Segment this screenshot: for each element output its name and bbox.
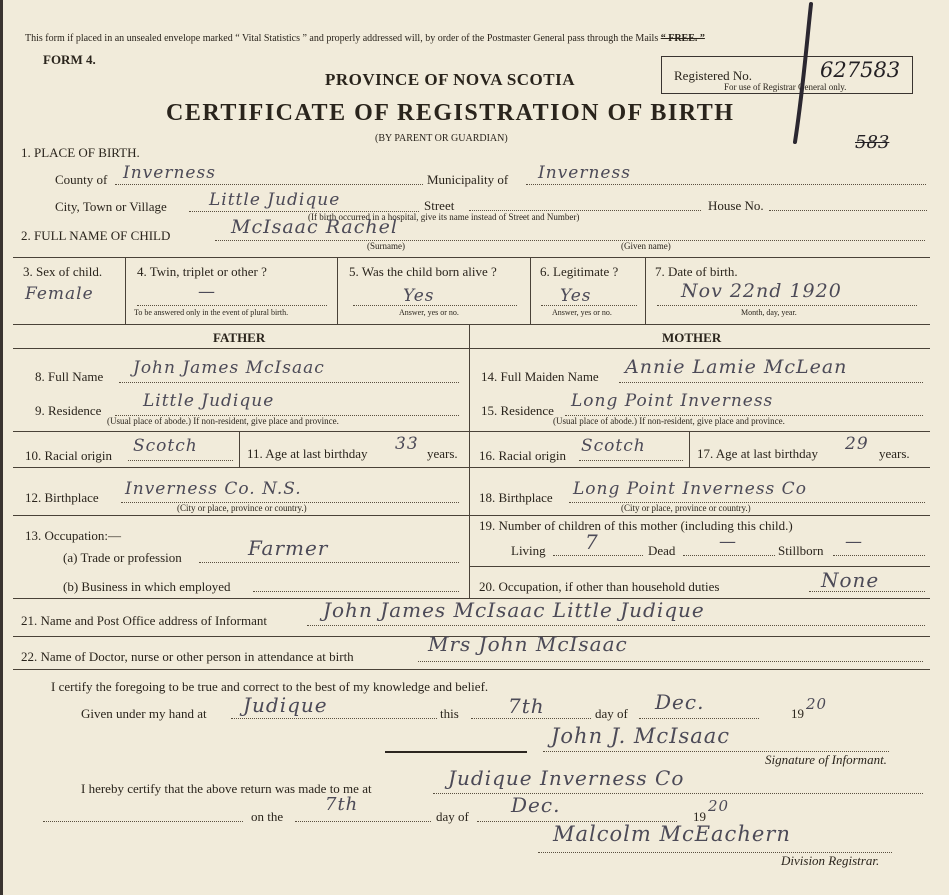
informant-value: John James McIsaac Little Judique [323,598,705,622]
province-title: PROVINCE OF NOVA SCOTIA [325,70,576,89]
living-label: Living [511,543,546,558]
certificate-subtitle: (BY PARENT OR GUARDIAN) [375,133,508,144]
sex-value: Female [25,284,94,304]
mother-name-value: Annie Lamie McLean [625,356,848,378]
dead-value: — [719,532,737,552]
certificate-title: CERTIFICATE OF REGISTRATION OF BIRTH [166,100,735,126]
father-birthplace-note: (City or place, province or country.) [177,503,307,513]
certify-statement: I certify the foregoing to be true and correct to the best of my knowledge and belief. [51,679,489,694]
given-place: Judique [243,693,328,717]
father-birthplace-label: 12. Birthplace [25,490,99,505]
father-age-unit: years. [427,446,458,461]
father-business-label: (b) Business in which employed [63,579,231,594]
father-racial-value: Scotch [133,436,198,456]
registered-label: Registered No. [674,68,752,83]
postal-notice: This form if placed in an unsealed envelope marked “ Vital Statistics ” and properly addressed will, by order of the Postmaster General pass through the Mails “ FREE. ” [25,33,705,44]
municipality-label: Municipality of [427,172,509,187]
informant-signature: John J. McIsaac [551,724,731,748]
on-the-label: on the [251,809,284,824]
father-trade-label: (a) Trade or profession [63,550,182,565]
mother-occupation-label: 20. Occupation, if other than household duties [479,579,720,594]
registrar-month-value: Dec. [511,793,561,817]
twin-note: To be answered only in the event of plural birth. [134,308,289,317]
registrar-statement: I hereby certify that the above return was made to me at [81,781,372,796]
father-trade-value: Farmer [248,536,329,560]
this-label: this [440,706,459,721]
mother-occupation-value: None [821,568,880,592]
pen-stroke [783,0,823,150]
alive-label: 5. Was the child born alive ? [349,264,497,279]
mother-racial-label: 16. Racial origin [479,448,567,463]
year-value: 20 [806,695,828,713]
form-number: FORM 4. [43,52,96,67]
twin-value: — [198,282,216,302]
legitimate-label: 6. Legitimate ? [540,264,619,279]
mother-age-label: 17. Age at last birthday [697,446,818,461]
alive-value: Yes [403,286,435,306]
given-label: Given under my hand at [81,706,207,721]
mother-residence-value: Long Point Inverness [571,391,774,411]
father-age-value: 33 [395,434,419,454]
house-number-label: House No. [708,198,764,213]
registrar-day-value: 7th [325,794,359,815]
father-age-label: 11. Age at last birthday [247,446,368,461]
mother-children-label: 19. Number of children of this mother (including this child.) [479,518,793,533]
date-value: Nov 22nd 1920 [681,280,842,302]
date-label: 7. Date of birth. [655,264,738,279]
stillborn-label: Stillborn [778,543,824,558]
living-value: 7 [585,530,599,554]
father-racial-label: 10. Racial origin [25,448,113,463]
registrar-caption: Division Registrar. [781,853,880,868]
corner-number: 583 [855,132,890,153]
month-value: Dec. [655,690,705,714]
registrar-day-of-label: day of [436,809,469,824]
mother-name-label: 14. Full Maiden Name [481,369,599,384]
date-note: Month, day, year. [741,308,797,317]
legitimate-value: Yes [560,286,592,306]
sex-label: 3. Sex of child. [23,264,103,279]
father-residence-label: 9. Residence [35,403,102,418]
mother-heading: MOTHER [662,330,722,345]
doctor-value: Mrs John McIsaac [428,632,628,656]
alive-note: Answer, yes or no. [399,308,459,317]
mother-racial-value: Scotch [581,436,646,456]
legitimate-note: Answer, yes or no. [552,308,612,317]
mother-birthplace-note: (City or place, province or country.) [621,503,751,513]
given-name-caption: (Given name) [621,241,671,251]
mother-residence-label: 15. Residence [481,403,554,418]
father-residence-value: Little Judique [143,391,275,411]
child-name-value: McIsaac Rachel [231,216,398,238]
municipality-value: Inverness [538,163,631,183]
day-of-label: day of [595,706,628,721]
dead-label: Dead [648,543,676,558]
mother-birthplace-value: Long Point Inverness Co [573,479,807,499]
mother-birthplace-label: 18. Birthplace [479,490,553,505]
county-value: Inverness [123,163,216,183]
stillborn-value: — [845,532,863,552]
doctor-label: 22. Name of Doctor, nurse or other person in attendance at birth [21,649,354,664]
registrar-note: For use of Registrar General only. [724,82,847,92]
father-heading: FATHER [213,330,266,345]
place-of-birth-label: 1. PLACE OF BIRTH. [21,145,140,160]
county-label: County of [55,172,108,187]
registrar-signature: Malcolm McEachern [553,822,791,846]
twin-label: 4. Twin, triplet or other ? [137,264,267,279]
street-label: Street [424,198,455,213]
registrar-place: Judique Inverness Co [448,766,685,790]
registrar-year-prefix: 19 [693,809,706,824]
father-name-label: 8. Full Name [35,369,104,384]
mother-residence-note: (Usual place of abode.) If non-resident, give place and province. [553,416,785,426]
father-occupation-label: 13. Occupation:— [25,528,122,543]
registrar-year-value: 20 [708,797,730,815]
informant-signature-caption: Signature of Informant. [765,752,887,767]
city-value: Little Judique [209,190,341,210]
father-residence-note: (Usual place of abode.) If non-resident, give place and province. [107,416,339,426]
mother-age-value: 29 [845,434,869,454]
registered-value: 627583 [820,58,901,82]
city-label: City, Town or Village [55,199,167,214]
day-value: 7th [508,694,545,718]
child-name-label: 2. FULL NAME OF CHILD [21,228,171,243]
father-name-value: John James McIsaac [133,358,325,378]
year-prefix: 19 [791,706,804,721]
father-birthplace-value: Inverness Co. N.S. [125,479,302,499]
surname-caption: (Surname) [367,241,405,251]
mother-age-unit: years. [879,446,910,461]
postal-free: “ FREE. ” [660,33,705,44]
hospital-note: (If birth occurred in a hospital, give its name instead of Street and Number) [308,212,580,222]
informant-label: 21. Name and Post Office address of Informant [21,613,267,628]
